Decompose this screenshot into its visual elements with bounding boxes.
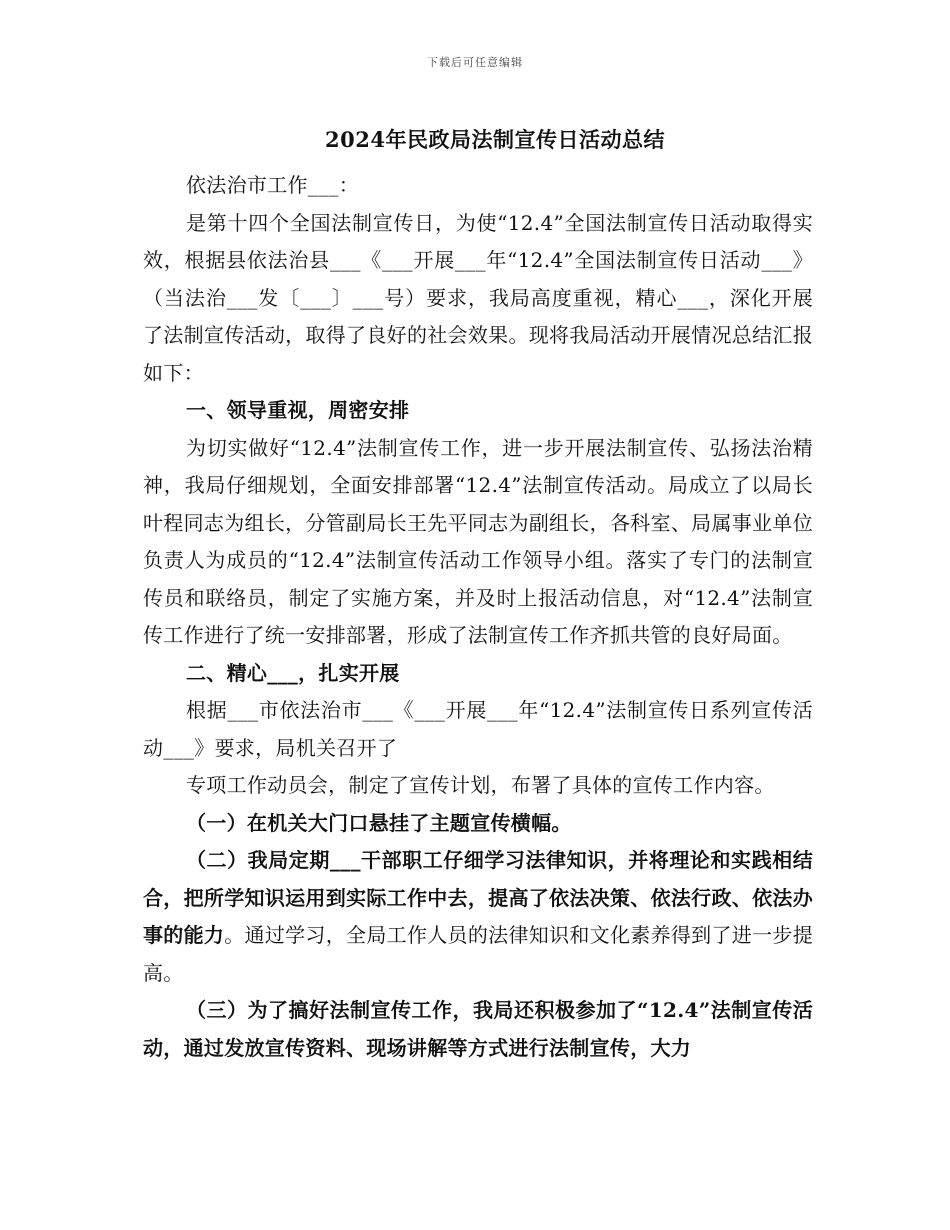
item-3: （三）为了搞好法制宣传工作，我局还积极参加了“12.4”法制宣传活动，通过发放宣传资料、现场讲解等方式进行法制宣传，大力: [143, 998, 813, 1060]
intro-paragraph: 是第十四个全国法制宣传日，为使“12.4”全国法制宣传日活动取得实效，根据县依法治县___《___开展___年“12.4”全国法制宣传日活动___》（当法治___发〔___〕___号）要求，我局高度重视，精心___，深化开展了法制宣传活动，取得了良好的社会效果。现将我局活动开展情况总结汇报如下：: [143, 210, 813, 385]
document-title: 2024年民政局法制宣传日活动总结: [325, 127, 665, 152]
section-1-heading: 一、领导重视，周密安排: [186, 398, 410, 422]
item-2: [143, 842, 813, 992]
section-2-body-b: 专项工作动员会，制定了宣传计划，布署了具体的宣传工作内容。: [186, 773, 775, 797]
section-2-heading: 二、精心___，扎实开展: [186, 660, 400, 685]
section-1-body: 为切实做好“12.4”法制宣传工作，进一步开展法制宣传、弘扬法治精神，我局仔细规划，全面安排部署“12.4”法制宣传活动。局成立了以局长叶程同志为组长，分管副局长王先平同志为副组长，各科室、局属事业单位负责人为成员的“12.4”法制宣传活动工作领导小组。落实了专门的法制宣传员和联络员，制定了实施方案，并及时上报活动信息，对“12.4”法制宣传工作进行了统一安排部署，形成了法制宣传工作齐抓共管的良好局面。: [143, 435, 813, 647]
item-2-rest: 。通过学习，全局工作人员的法律知识和文化素养得到了进一步提高。: [143, 923, 813, 985]
header-note: 下载后可任意编辑: [427, 56, 523, 69]
greeting: 依法治市工作___：: [186, 173, 359, 197]
section-2-body-a: 根据___市依法治市___《___开展___年“12.4”法制宣传日系列宣传活动___》要求，局机关召开了: [143, 698, 813, 760]
item-2-bold: （二）我局定期___干部职工仔细学习法律知识，并将理论和实践相结合，把所学知识运用到实际工作中去，提高了依法决策、依法行政、依法办事的能力: [143, 848, 813, 947]
document-body: [143, 167, 813, 1067]
item-1: （一）在机关大门口悬挂了主题宣传横幅。: [186, 810, 572, 835]
